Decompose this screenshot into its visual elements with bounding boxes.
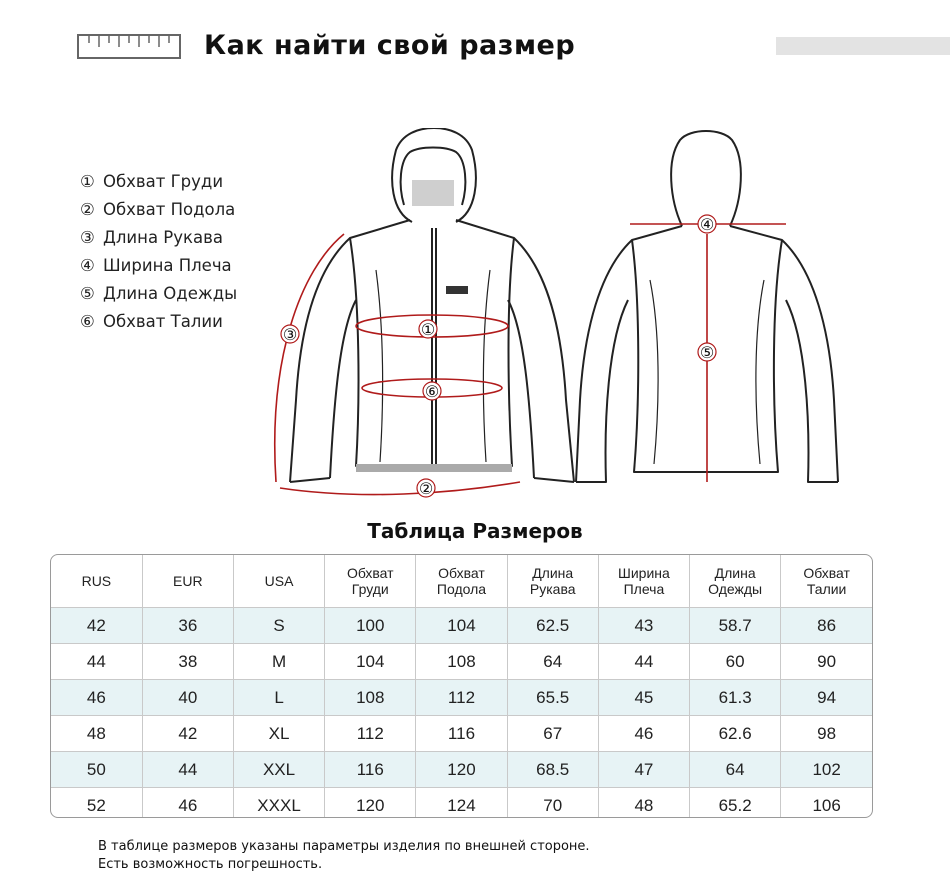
table-cell: S [233, 608, 324, 644]
table-cell: 98 [781, 716, 872, 752]
legend-label: Обхват Подола [103, 200, 236, 219]
legend-number: ③ [80, 228, 95, 247]
table-cell: 42 [142, 716, 233, 752]
table-cell: 94 [781, 680, 872, 716]
table-cell: 70 [507, 788, 598, 819]
legend-number: ② [80, 200, 95, 219]
table-cell: 61.3 [690, 680, 781, 716]
jacket-front-diagram [262, 128, 582, 500]
col-header-shoulder: Ширина Плеча [598, 555, 689, 608]
table-cell: 38 [142, 644, 233, 680]
table-cell: 48 [598, 788, 689, 819]
jacket-back-diagram [570, 128, 852, 496]
table-row [51, 752, 872, 788]
table-cell: 58.7 [690, 608, 781, 644]
col-header-eur: EUR [142, 555, 233, 608]
table-cell: 104 [416, 608, 507, 644]
table-cell: 50 [51, 752, 142, 788]
col-header-length: Длина Одежды [690, 555, 781, 608]
table-cell: 46 [142, 788, 233, 819]
table-cell: 65.2 [690, 788, 781, 819]
legend-label: Обхват Талии [103, 312, 223, 331]
table-cell: XXL [233, 752, 324, 788]
table-cell: 120 [325, 788, 416, 819]
legend-item [80, 168, 237, 196]
table-cell: 124 [416, 788, 507, 819]
table-cell: 45 [598, 680, 689, 716]
table-cell: XL [233, 716, 324, 752]
table-cell: 46 [598, 716, 689, 752]
size-table-container [50, 554, 873, 818]
table-cell: 108 [416, 644, 507, 680]
legend-item [80, 196, 237, 224]
table-cell: 48 [51, 716, 142, 752]
legend-label: Ширина Плеча [103, 256, 232, 275]
table-cell: 42 [51, 608, 142, 644]
table-cell: 40 [142, 680, 233, 716]
table-row [51, 788, 872, 819]
table-cell: 62.6 [690, 716, 781, 752]
table-cell: 90 [781, 644, 872, 680]
table-cell: 104 [325, 644, 416, 680]
table-row [51, 608, 872, 644]
table-cell: 46 [51, 680, 142, 716]
footnote-line: Есть возможность погрешность. [98, 857, 323, 872]
table-cell: 116 [416, 716, 507, 752]
legend-label: Длина Одежды [103, 284, 238, 303]
table-cell: 36 [142, 608, 233, 644]
table-cell: 47 [598, 752, 689, 788]
legend-item [80, 252, 237, 280]
table-cell: 52 [51, 788, 142, 819]
table-cell: 65.5 [507, 680, 598, 716]
back-marker-5: ⑤ [699, 343, 715, 362]
table-cell: 106 [812, 795, 841, 815]
table-cell: XXXL [233, 788, 324, 819]
measurement-legend [80, 168, 237, 336]
table-cell: 68.5 [507, 752, 598, 788]
legend-number: ⑤ [80, 284, 95, 303]
table-cell: L [233, 680, 324, 716]
table-cell: 100 [325, 608, 416, 644]
table-row [51, 716, 872, 752]
footnote-line: В таблице размеров указаны параметры изделия по внешней стороне. [98, 839, 590, 854]
table-cell: 120 [416, 752, 507, 788]
front-marker-3: ③ [282, 325, 298, 344]
col-header-rus: RUS [51, 555, 142, 608]
footnote [98, 838, 590, 874]
table-cell: 108 [325, 680, 416, 716]
legend-number: ④ [80, 256, 95, 275]
legend-number: ① [80, 172, 95, 191]
front-marker-6: ⑥ [424, 382, 440, 401]
back-marker-4: ④ [699, 215, 715, 234]
table-cell: 44 [51, 644, 142, 680]
col-header-waist: Обхват Талии [781, 555, 872, 608]
decorative-bar [776, 37, 950, 55]
table-cell: 112 [416, 680, 507, 716]
table-cell: 64 [507, 644, 598, 680]
table-cell: 62.5 [507, 608, 598, 644]
table-cell: 86 [781, 608, 872, 644]
legend-item [80, 224, 237, 252]
size-table [51, 555, 872, 818]
front-marker-2: ② [418, 479, 434, 498]
page-title: Как найти свой размер [204, 30, 576, 61]
table-cell: 44 [598, 644, 689, 680]
size-table-title: Таблица Размеров [367, 519, 583, 543]
table-cell: 60 [690, 644, 781, 680]
table-cell: 102 [781, 752, 872, 788]
front-marker-1: ① [420, 320, 436, 339]
table-cell: 64 [690, 752, 781, 788]
table-row [51, 644, 872, 680]
table-cell: 44 [142, 752, 233, 788]
col-header-hem: Обхват Подола [416, 555, 507, 608]
ruler-icon [77, 34, 181, 59]
legend-label: Длина Рукава [103, 228, 223, 247]
table-cell: 112 [325, 716, 416, 752]
col-header-chest: Обхват Груди [325, 555, 416, 608]
legend-item [80, 308, 237, 336]
table-row [51, 680, 872, 716]
col-header-sleeve: Длина Рукава [507, 555, 598, 608]
table-cell: 43 [598, 608, 689, 644]
table-cell: 116 [325, 752, 416, 788]
legend-item [80, 280, 237, 308]
table-header-row [51, 555, 872, 608]
legend-number: ⑥ [80, 312, 95, 331]
col-header-usa: USA [233, 555, 324, 608]
table-cell: 67 [507, 716, 598, 752]
legend-label: Обхват Груди [103, 172, 224, 191]
table-cell: M [233, 644, 324, 680]
